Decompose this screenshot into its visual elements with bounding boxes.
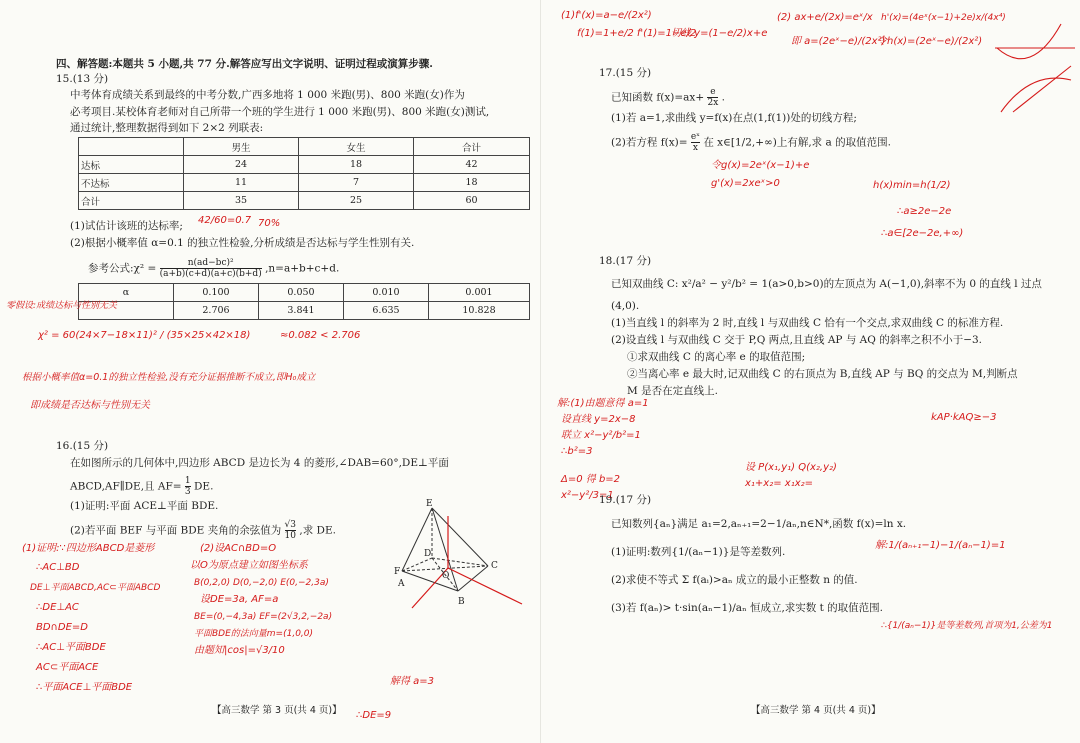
figure-label: B — [458, 597, 465, 607]
fraction-numerator: 1 — [184, 476, 191, 486]
table-cell — [79, 138, 184, 156]
table-cell: α — [79, 284, 174, 302]
q17-part-2 — [611, 132, 891, 153]
figure-label: C — [491, 561, 498, 571]
handwritten-note: 42/60=0.7 — [198, 215, 252, 226]
formula-tail: ,n=a+b+c+d. — [265, 262, 340, 275]
q15-header: 15.(13 分) — [56, 73, 109, 85]
exam-page-4 — [540, 0, 1080, 743]
table-row — [79, 284, 530, 302]
handwritten-note: ∴DE⊥AC — [36, 602, 79, 613]
q17-line-1-text: 已知函数 f(x)=ax+ — [611, 91, 705, 104]
table-cell: 女生 — [299, 138, 414, 156]
handwritten-note: 令h(x)=(2eˣ−e)/(2x²) — [877, 36, 983, 47]
handwritten-note: 平面BDE的法向量m=(1,0,0) — [194, 629, 314, 639]
handwritten-note: f(1)=1+e/2 f'(1)=1−e/2 — [577, 28, 697, 39]
handwritten-note: ≈0.082 < 2.706 — [280, 330, 361, 341]
table-cell: 达标 — [79, 156, 184, 174]
handwritten-note: 即 a=(2eˣ−e)/(2x²) — [791, 36, 886, 47]
q18-line-1: 已知双曲线 C: x²/a² − y²/b² = 1(a>0,b>0)的左顶点为 A(−1,0),斜率不为 0 的直线 l 过点 — [611, 278, 1042, 290]
table-row — [79, 156, 530, 174]
q18-sub-1: ①求双曲线 C 的离心率 e 的取值范围; — [627, 351, 806, 363]
q16-line-2-tail: DE. — [193, 480, 214, 493]
handwritten-note: g'(x)=2xeˣ>0 — [711, 178, 780, 189]
q18-header: 18.(17 分) — [599, 255, 652, 267]
handwritten-note: 切线 y=(1−e/2)x+e — [671, 28, 768, 39]
figure-label: D — [424, 549, 432, 559]
handwritten-note: 即成绩是否达标与性别无关 — [30, 400, 150, 411]
handwritten-note: Δ=0 得 b=2 — [561, 474, 621, 485]
figure-label: E — [426, 499, 433, 509]
handwritten-note: ∴AC⊥平面BDE — [36, 642, 106, 653]
q17-part-2-text: (2)若方程 f(x)= — [611, 136, 688, 149]
table-cell: 10.828 — [429, 302, 530, 320]
handwritten-note: (1)f'(x)=a−e/(2x²) — [561, 10, 652, 21]
table-cell: 0.001 — [429, 284, 530, 302]
fraction-denominator: 3 — [184, 487, 191, 497]
fraction-denominator: x — [692, 143, 698, 153]
table-row — [79, 302, 530, 320]
table-cell: 6.635 — [344, 302, 429, 320]
handwritten-note: (2)设AC∩BD=O — [200, 543, 277, 554]
table-cell: 男生 — [184, 138, 299, 156]
figure-edge — [458, 566, 488, 591]
handwritten-note: 解:(1)由题意得 a=1 — [557, 398, 649, 409]
q17-line-1-tail: . — [721, 91, 725, 104]
figure-edge — [432, 508, 488, 566]
handwritten-note: 由题知|cos|=√3/10 — [194, 645, 285, 656]
page-footer: 【高三数学 第 4 页(共 4 页)】 — [751, 705, 881, 716]
formula-fraction — [160, 258, 262, 279]
handwritten-note: 以O为原点建立如图坐标系 — [190, 560, 308, 571]
table-row — [79, 192, 530, 210]
q16-line-2 — [70, 476, 213, 497]
q16-header: 16.(15 分) — [56, 440, 109, 452]
formula-label: 参考公式:χ² = — [88, 262, 157, 275]
q17-part-2-tail: 在 x∈[1/2,+∞)上有解,求 a 的取值范围. — [703, 136, 891, 149]
table-cell: 7 — [299, 174, 414, 192]
handwritten-note: 70% — [258, 218, 281, 229]
q18-part-2: (2)设直线 l 与双曲线 C 交于 P,Q 两点,且直线 AP 与 AQ 的斜率之积不小于−3. — [611, 334, 983, 346]
table-cell: 0.050 — [259, 284, 344, 302]
q18-part-1: (1)当直线 l 的斜率为 2 时,直线 l 与双曲线 C 恰有一个交点,求双曲线 C 的标准方程. — [611, 317, 1004, 329]
figure-label: F — [394, 567, 401, 577]
handwritten-note: ∴a∈[2e−2e,+∞) — [881, 228, 964, 239]
fraction — [707, 87, 718, 108]
handwritten-note: ∴b²=3 — [561, 446, 593, 457]
handwritten-note: (2) ax+e/(2x)=eˣ/x — [777, 12, 873, 23]
table-row — [79, 174, 530, 192]
q19-header: 19.(17 分) — [599, 494, 652, 506]
fraction-cosine — [285, 520, 296, 541]
handwritten-note: χ² = 60(24×7−18×11)² / (35×25×42×18) — [38, 330, 251, 341]
table-cell: 3.841 — [259, 302, 344, 320]
q16-part-1: (1)证明:平面 ACE⊥平面 BDE. — [70, 500, 219, 512]
fraction-numerator: √3 — [284, 520, 297, 530]
q16-line-2-text: ABCD,AF∥DE,且 AF= — [70, 480, 182, 493]
table-cell: 35 — [184, 192, 299, 210]
figure-label: O — [442, 571, 450, 581]
formula-numerator: n(ad−bc)² — [160, 258, 262, 269]
table-cell: 18 — [299, 156, 414, 174]
handwritten-note: (1)证明:∵四边形ABCD是菱形 — [22, 543, 155, 554]
table-cell: 0.010 — [344, 284, 429, 302]
q19-line-1: 已知数列{aₙ}满足 a₁=2,aₙ₊₁=2−1/aₙ,n∈N*,函数 f(x)=ln x. — [611, 518, 907, 530]
handwritten-note: 根据小概率值α=0.1的独立性检验,没有充分证据推断不成立,即H₀成立 — [22, 372, 316, 383]
geometry-figure — [392, 496, 532, 614]
handwritten-note: 设直线 y=2x−8 — [561, 414, 636, 425]
fraction — [691, 132, 700, 153]
handwritten-note: BD∩DE=D — [36, 622, 88, 633]
q15-stem-line-1: 中考体育成绩关系到最终的中考分数,广西多地将 1 000 米跑(男)、800 米跑(女)作为 — [70, 89, 465, 101]
table-cell: 不达标 — [79, 174, 184, 192]
fraction-numerator: e — [707, 87, 718, 98]
fraction-denominator: 2x — [707, 98, 719, 108]
handwritten-note: 零假设:成绩达标与性别无关 — [6, 301, 118, 311]
handwritten-note: ∴DE=9 — [356, 710, 392, 721]
handwritten-note: x₁+x₂= x₁x₂= — [745, 478, 814, 489]
handwritten-note: h'(x)=(4eˣ(x−1)+2e)x/(4x⁴) — [881, 13, 1006, 23]
handwritten-note: BE=(0,−4,3a) EF=(2√3,2,−2a) — [194, 612, 333, 622]
fraction-denominator: 10 — [284, 531, 296, 541]
page-footer: 【高三数学 第 3 页(共 4 页)】 — [212, 705, 342, 716]
table-cell: 2.706 — [174, 302, 259, 320]
q18-sub-2: ②当离心率 e 最大时,记双曲线 C 的右顶点为 B,直线 AP 与 BQ 的交点为 M,判断点 — [627, 368, 1018, 380]
reference-formula — [88, 258, 339, 279]
table-cell: 18 — [414, 174, 530, 192]
figure-edge — [432, 558, 488, 566]
handwritten-note: ∴{1/(aₙ−1)}是等差数列,首项为1,公差为1 — [881, 621, 1053, 631]
table-cell: 24 — [184, 156, 299, 174]
table-cell: 0.100 — [174, 284, 259, 302]
handwritten-note: 解:1/(aₙ₊₁−1)−1/(aₙ−1)=1 — [875, 540, 1006, 551]
q17-line-1 — [611, 87, 725, 108]
handwritten-note: h(x)min=h(1/2) — [873, 180, 951, 191]
sketch-curve — [1001, 78, 1071, 112]
handwritten-note: x²−y²/3=1 — [561, 490, 614, 501]
contingency-table — [78, 137, 530, 210]
q15-stem-line-3: 通过统计,整理数据得到如下 2×2 列联表: — [70, 122, 264, 134]
sketch-line — [1013, 66, 1071, 112]
handwritten-note: 联立 x²−y²/b²=1 — [561, 430, 641, 441]
handwritten-note: 设 P(x₁,y₁) Q(x₂,y₂) — [745, 462, 837, 473]
handwritten-note: DE⊥平面ABCD,AC⊂平面ABCD — [30, 583, 161, 593]
handwritten-note: 设DE=3a, AF=a — [200, 594, 279, 605]
fraction-one-third — [185, 476, 191, 497]
q19-part-2: (2)求使不等式 Σ f(aᵢ)>aₙ 成立的最小正整数 n 的值. — [611, 574, 858, 586]
q19-part-3: (3)若 f(aₙ)> t·sin(aₙ−1)/aₙ 恒成立,求实数 t 的取值范围. — [611, 602, 884, 614]
fraction-numerator: eˣ — [690, 132, 700, 142]
q15-part-2: (2)根据小概率值 α=0.1 的独立性检验,分析成绩是否达标与学生性别有关. — [70, 237, 415, 249]
q19-part-1: (1)证明:数列{1/(aₙ−1)}是等差数列. — [611, 546, 786, 558]
table-cell: 合计 — [414, 138, 530, 156]
handwritten-note: ∴AC⊥BD — [36, 562, 80, 573]
q16-line-1: 在如图所示的几何体中,四边形 ABCD 是边长为 4 的菱形,∠DAB=60°,DE⊥平面 — [70, 457, 449, 469]
q18-sub-2b: M 是否在定直线上. — [627, 385, 718, 397]
figure-label: A — [398, 579, 405, 589]
table-cell: 42 — [414, 156, 530, 174]
handwritten-note: 解得 a=3 — [390, 676, 435, 687]
handwritten-note: ∴a≥2e−2e — [897, 206, 952, 217]
formula-denominator: (a+b)(c+d)(a+c)(b+d) — [159, 269, 262, 279]
q17-header: 17.(15 分) — [599, 67, 652, 79]
q16-part-2 — [70, 520, 336, 541]
table-cell: 60 — [414, 192, 530, 210]
q16-part-2-text: (2)若平面 BEF 与平面 BDE 夹角的余弦值为 — [70, 524, 282, 537]
q17-part-1: (1)若 a=1,求曲线 y=f(x)在点(1,f(1))处的切线方程; — [611, 112, 857, 124]
section-title: 四、解答题:本题共 5 小题,共 77 分.解答应写出文字说明、证明过程或演算步骤. — [56, 58, 433, 70]
q15-stem-line-2: 必考项目.某校体育老师对自己所带一个班的学生进行 1 000 米跑(男)、800 米跑(女)测试, — [70, 106, 490, 118]
q18-line-2: (4,0). — [611, 300, 640, 312]
sketch-curve — [997, 24, 1061, 59]
q16-part-2-tail: ,求 DE. — [299, 524, 336, 537]
q15-part-1: (1)试估计该班的达标率; — [70, 220, 183, 232]
handwritten-note: AC⊂平面ACE — [36, 662, 99, 673]
handwritten-note: 令g(x)=2eˣ(x−1)+e — [711, 160, 810, 171]
table-cell: 11 — [184, 174, 299, 192]
sketch-graph — [991, 20, 1079, 116]
handwritten-note: B(0,2,0) D(0,−2,0) E(0,−2,3a) — [194, 578, 329, 588]
chi-square-reference-table — [78, 283, 530, 320]
handwritten-note: kAP·kAQ≥−3 — [931, 412, 997, 423]
figure-edge — [402, 508, 432, 571]
table-cell: 合计 — [79, 192, 184, 210]
handwritten-note: ∴平面ACE⊥平面BDE — [36, 682, 133, 693]
table-header-row — [79, 138, 530, 156]
table-cell: 25 — [299, 192, 414, 210]
